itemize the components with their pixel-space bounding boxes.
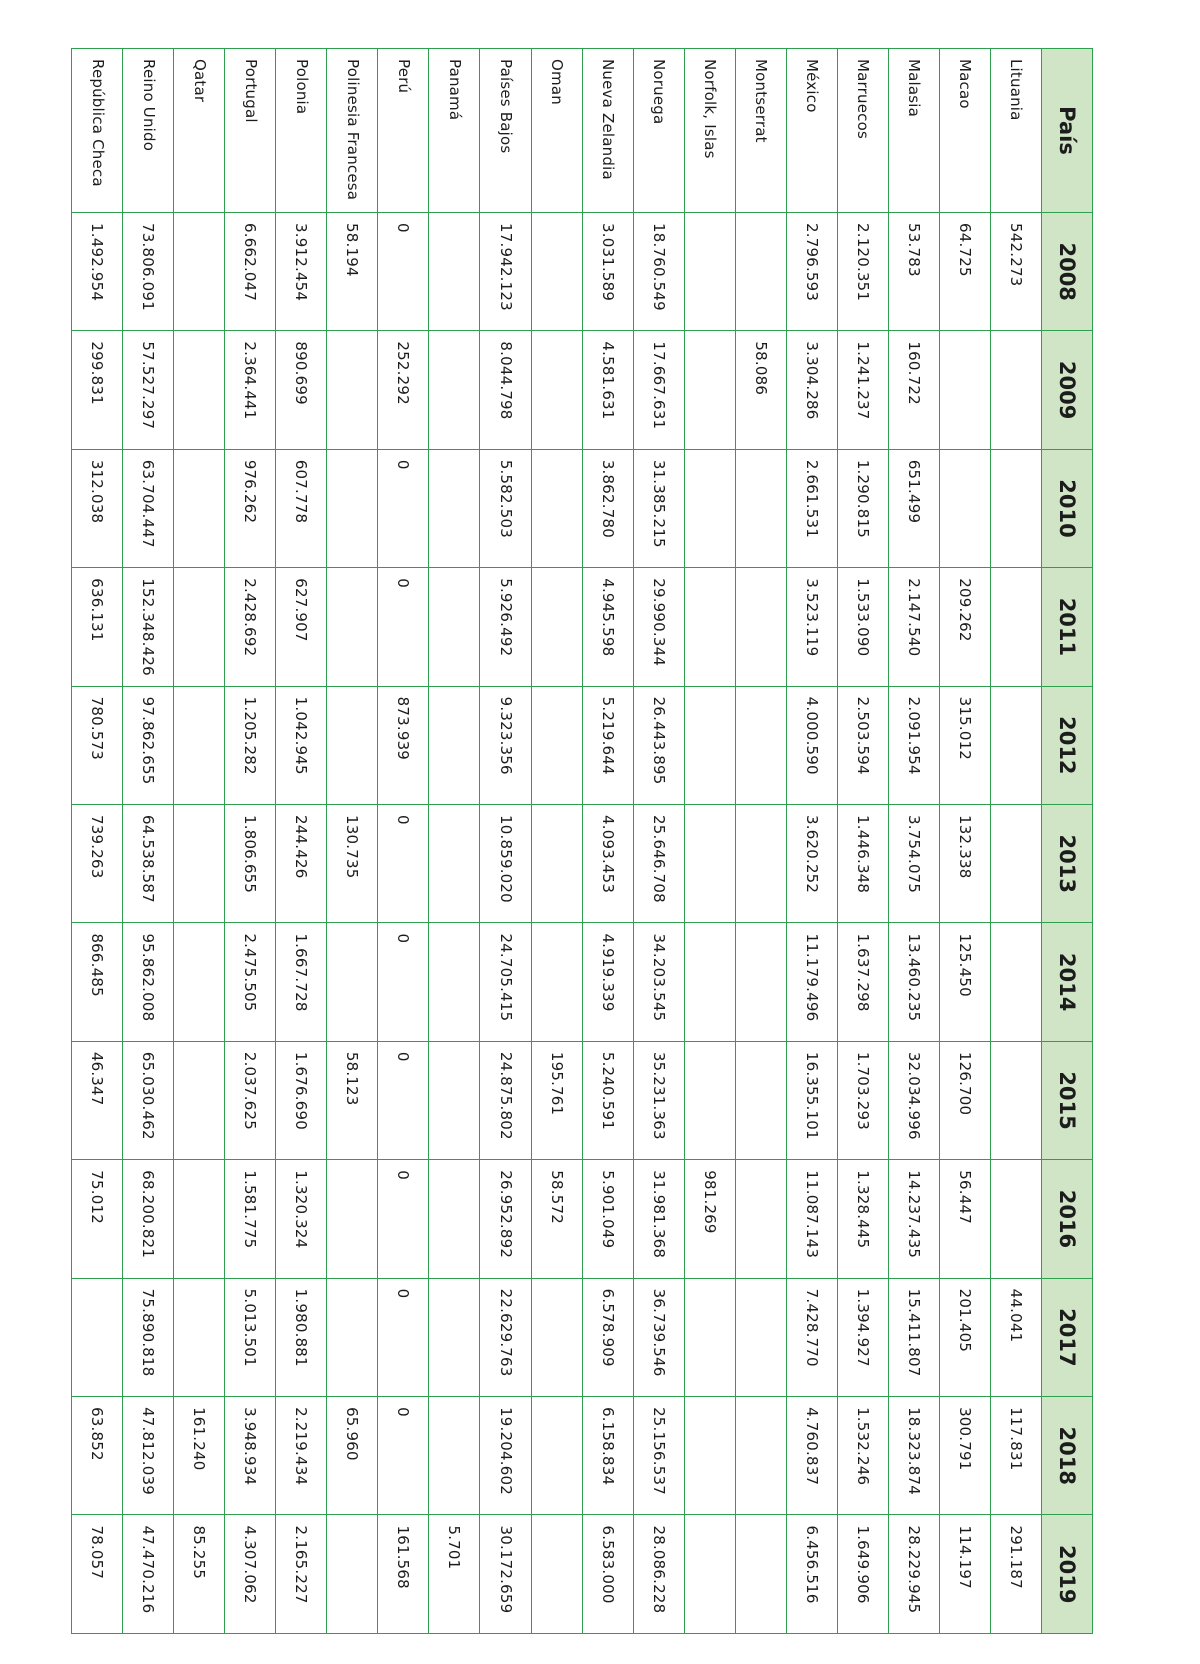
value-cell xyxy=(531,449,582,567)
value-cell: 0 xyxy=(378,213,429,331)
value-cell: 47.812.039 xyxy=(123,1397,174,1515)
value-cell: 1.980.881 xyxy=(276,1278,327,1396)
value-cell xyxy=(327,1160,378,1278)
value-cell xyxy=(684,923,735,1041)
value-cell xyxy=(531,1515,582,1634)
value-cell: 2.475.505 xyxy=(225,923,276,1041)
value-cell: 9.323.356 xyxy=(480,686,531,804)
value-cell: 65.960 xyxy=(327,1397,378,1515)
country-cell: Marruecos xyxy=(837,49,888,213)
value-cell: 1.667.728 xyxy=(276,923,327,1041)
value-cell: 18.323.874 xyxy=(888,1397,939,1515)
country-cell: Norfolk, Islas xyxy=(684,49,735,213)
value-cell xyxy=(174,686,225,804)
value-cell: 4.945.598 xyxy=(582,568,633,686)
value-cell xyxy=(684,568,735,686)
country-cell: Perú xyxy=(378,49,429,213)
header-year: 2016 xyxy=(1042,1160,1093,1278)
table-body xyxy=(72,49,1042,1634)
value-cell: 315.012 xyxy=(939,686,990,804)
value-cell: 6.583.000 xyxy=(582,1515,633,1634)
value-cell: 14.237.435 xyxy=(888,1160,939,1278)
table-row xyxy=(990,49,1041,1634)
value-cell xyxy=(72,1278,123,1396)
value-cell xyxy=(531,213,582,331)
value-cell xyxy=(174,1278,225,1396)
value-cell: 2.661.531 xyxy=(786,449,837,567)
value-cell: 6.578.909 xyxy=(582,1278,633,1396)
value-cell xyxy=(174,1160,225,1278)
value-cell xyxy=(735,923,786,1041)
value-cell: 161.240 xyxy=(174,1397,225,1515)
value-cell: 25.646.708 xyxy=(633,805,684,923)
value-cell: 63.704.447 xyxy=(123,449,174,567)
value-cell: 56.447 xyxy=(939,1160,990,1278)
value-cell xyxy=(327,686,378,804)
value-cell xyxy=(990,923,1041,1041)
value-cell xyxy=(174,1041,225,1159)
value-cell: 2.219.434 xyxy=(276,1397,327,1515)
value-cell xyxy=(531,686,582,804)
value-cell xyxy=(735,805,786,923)
value-cell: 0 xyxy=(378,449,429,567)
value-cell: 29.990.344 xyxy=(633,568,684,686)
value-cell: 1.533.090 xyxy=(837,568,888,686)
value-cell: 3.862.780 xyxy=(582,449,633,567)
value-cell: 53.783 xyxy=(888,213,939,331)
value-cell: 97.862.655 xyxy=(123,686,174,804)
value-cell: 65.030.462 xyxy=(123,1041,174,1159)
value-cell: 1.328.445 xyxy=(837,1160,888,1278)
value-cell xyxy=(990,1160,1041,1278)
value-cell: 15.411.807 xyxy=(888,1278,939,1396)
value-cell xyxy=(429,686,480,804)
header-year: 2018 xyxy=(1042,1397,1093,1515)
table-row xyxy=(429,49,480,1634)
value-cell: 8.044.798 xyxy=(480,331,531,449)
value-cell: 58.572 xyxy=(531,1160,582,1278)
table-row xyxy=(480,49,531,1634)
header-year: 2012 xyxy=(1042,686,1093,804)
export-data-table xyxy=(71,48,1093,1634)
value-cell: 2.147.540 xyxy=(888,568,939,686)
value-cell xyxy=(735,686,786,804)
value-cell: 18.760.549 xyxy=(633,213,684,331)
value-cell: 64.538.587 xyxy=(123,805,174,923)
header-year: 2008 xyxy=(1042,213,1093,331)
value-cell xyxy=(684,805,735,923)
value-cell: 873.939 xyxy=(378,686,429,804)
value-cell: 28.086.228 xyxy=(633,1515,684,1634)
value-cell: 3.948.934 xyxy=(225,1397,276,1515)
value-cell: 0 xyxy=(378,1160,429,1278)
value-cell: 780.573 xyxy=(72,686,123,804)
table-row xyxy=(735,49,786,1634)
value-cell xyxy=(531,805,582,923)
value-cell xyxy=(429,449,480,567)
value-cell: 1.703.293 xyxy=(837,1041,888,1159)
value-cell: 3.754.075 xyxy=(888,805,939,923)
value-cell: 2.796.593 xyxy=(786,213,837,331)
value-cell xyxy=(531,1397,582,1515)
value-cell: 17.942.123 xyxy=(480,213,531,331)
country-cell: Polonia xyxy=(276,49,327,213)
value-cell xyxy=(990,805,1041,923)
value-cell: 6.662.047 xyxy=(225,213,276,331)
value-cell: 132.338 xyxy=(939,805,990,923)
value-cell: 2.037.625 xyxy=(225,1041,276,1159)
value-cell xyxy=(990,331,1041,449)
value-cell xyxy=(327,568,378,686)
value-cell: 64.725 xyxy=(939,213,990,331)
value-cell xyxy=(327,1515,378,1634)
value-cell: 152.348.426 xyxy=(123,568,174,686)
value-cell: 117.831 xyxy=(990,1397,1041,1515)
value-cell: 78.057 xyxy=(72,1515,123,1634)
value-cell: 2.364.441 xyxy=(225,331,276,449)
value-cell: 161.568 xyxy=(378,1515,429,1634)
country-cell: Macao xyxy=(939,49,990,213)
value-cell: 1.446.348 xyxy=(837,805,888,923)
value-cell: 300.791 xyxy=(939,1397,990,1515)
table-row xyxy=(72,49,123,1634)
header-year: 2015 xyxy=(1042,1041,1093,1159)
value-cell: 1.649.906 xyxy=(837,1515,888,1634)
value-cell: 209.262 xyxy=(939,568,990,686)
value-cell: 5.582.503 xyxy=(480,449,531,567)
value-cell xyxy=(429,1397,480,1515)
value-cell: 0 xyxy=(378,1278,429,1396)
value-cell: 890.699 xyxy=(276,331,327,449)
value-cell: 607.778 xyxy=(276,449,327,567)
value-cell: 4.000.590 xyxy=(786,686,837,804)
country-cell: Países Bajos xyxy=(480,49,531,213)
value-cell xyxy=(684,213,735,331)
country-cell: Montserrat xyxy=(735,49,786,213)
value-cell xyxy=(429,1278,480,1396)
value-cell xyxy=(174,923,225,1041)
header-year: 2011 xyxy=(1042,568,1093,686)
country-cell: México xyxy=(786,49,837,213)
value-cell: 95.862.008 xyxy=(123,923,174,1041)
value-cell: 3.523.119 xyxy=(786,568,837,686)
header-year: 2013 xyxy=(1042,805,1093,923)
value-cell: 195.761 xyxy=(531,1041,582,1159)
value-cell: 542.273 xyxy=(990,213,1041,331)
value-cell xyxy=(684,686,735,804)
value-cell: 75.890.818 xyxy=(123,1278,174,1396)
value-cell: 1.806.655 xyxy=(225,805,276,923)
value-cell: 5.240.591 xyxy=(582,1041,633,1159)
value-cell: 16.355.101 xyxy=(786,1041,837,1159)
table-row xyxy=(888,49,939,1634)
value-cell: 4.307.062 xyxy=(225,1515,276,1634)
value-cell: 3.620.252 xyxy=(786,805,837,923)
table-row xyxy=(939,49,990,1634)
table-row xyxy=(531,49,582,1634)
value-cell: 26.952.892 xyxy=(480,1160,531,1278)
value-cell: 63.852 xyxy=(72,1397,123,1515)
value-cell: 28.229.945 xyxy=(888,1515,939,1634)
value-cell xyxy=(327,923,378,1041)
value-cell: 0 xyxy=(378,923,429,1041)
value-cell: 4.919.339 xyxy=(582,923,633,1041)
value-cell: 739.263 xyxy=(72,805,123,923)
value-cell xyxy=(429,1041,480,1159)
value-cell: 7.428.770 xyxy=(786,1278,837,1396)
value-cell: 44.041 xyxy=(990,1278,1041,1396)
table-row xyxy=(327,49,378,1634)
value-cell: 17.667.631 xyxy=(633,331,684,449)
value-cell: 6.158.834 xyxy=(582,1397,633,1515)
header-year: 2014 xyxy=(1042,923,1093,1041)
value-cell: 1.676.690 xyxy=(276,1041,327,1159)
value-cell: 114.197 xyxy=(939,1515,990,1634)
value-cell xyxy=(174,331,225,449)
value-cell: 0 xyxy=(378,805,429,923)
value-cell: 866.485 xyxy=(72,923,123,1041)
value-cell: 58.086 xyxy=(735,331,786,449)
value-cell xyxy=(684,331,735,449)
value-cell: 160.722 xyxy=(888,331,939,449)
value-cell: 130.735 xyxy=(327,805,378,923)
value-cell xyxy=(429,213,480,331)
value-cell xyxy=(735,1160,786,1278)
value-cell: 58.194 xyxy=(327,213,378,331)
table-row xyxy=(633,49,684,1634)
value-cell xyxy=(735,568,786,686)
value-cell: 24.705.415 xyxy=(480,923,531,1041)
table-row xyxy=(837,49,888,1634)
value-cell xyxy=(327,449,378,567)
value-cell xyxy=(735,1515,786,1634)
value-cell: 1.394.927 xyxy=(837,1278,888,1396)
value-cell: 75.012 xyxy=(72,1160,123,1278)
value-cell: 5.926.492 xyxy=(480,568,531,686)
country-cell: Oman xyxy=(531,49,582,213)
country-cell: Noruega xyxy=(633,49,684,213)
header-year: 2017 xyxy=(1042,1278,1093,1396)
value-cell: 1.581.775 xyxy=(225,1160,276,1278)
value-cell: 30.172.659 xyxy=(480,1515,531,1634)
header-year: 2009 xyxy=(1042,331,1093,449)
value-cell: 5.701 xyxy=(429,1515,480,1634)
value-cell: 13.460.235 xyxy=(888,923,939,1041)
rotated-table-container xyxy=(71,48,1093,1634)
country-cell: Nueva Zelandia xyxy=(582,49,633,213)
value-cell: 5.901.049 xyxy=(582,1160,633,1278)
value-cell: 57.527.297 xyxy=(123,331,174,449)
value-cell xyxy=(327,1278,378,1396)
value-cell: 31.385.215 xyxy=(633,449,684,567)
value-cell: 126.700 xyxy=(939,1041,990,1159)
value-cell: 47.470.216 xyxy=(123,1515,174,1634)
value-cell: 85.255 xyxy=(174,1515,225,1634)
header-year: 2019 xyxy=(1042,1515,1093,1634)
value-cell: 1.205.282 xyxy=(225,686,276,804)
value-cell: 6.456.516 xyxy=(786,1515,837,1634)
value-cell xyxy=(735,213,786,331)
value-cell: 0 xyxy=(378,1397,429,1515)
table-row xyxy=(786,49,837,1634)
table-row xyxy=(378,49,429,1634)
value-cell: 201.405 xyxy=(939,1278,990,1396)
value-cell: 252.292 xyxy=(378,331,429,449)
value-cell: 636.131 xyxy=(72,568,123,686)
value-cell: 1.241.237 xyxy=(837,331,888,449)
value-cell xyxy=(939,331,990,449)
table-row xyxy=(582,49,633,1634)
value-cell: 2.503.594 xyxy=(837,686,888,804)
value-cell xyxy=(684,1278,735,1396)
value-cell: 627.907 xyxy=(276,568,327,686)
value-cell: 31.981.368 xyxy=(633,1160,684,1278)
value-cell xyxy=(429,805,480,923)
value-cell: 2.165.227 xyxy=(276,1515,327,1634)
value-cell: 11.179.496 xyxy=(786,923,837,1041)
value-cell: 3.031.589 xyxy=(582,213,633,331)
value-cell: 24.875.802 xyxy=(480,1041,531,1159)
value-cell: 3.304.286 xyxy=(786,331,837,449)
value-cell xyxy=(990,1041,1041,1159)
value-cell xyxy=(684,1515,735,1634)
value-cell xyxy=(531,331,582,449)
value-cell xyxy=(735,1278,786,1396)
value-cell xyxy=(174,805,225,923)
value-cell xyxy=(531,568,582,686)
value-cell: 1.492.954 xyxy=(72,213,123,331)
value-cell xyxy=(327,331,378,449)
value-cell: 68.200.821 xyxy=(123,1160,174,1278)
country-cell: Polinesia Francesa xyxy=(327,49,378,213)
header-row xyxy=(1042,49,1093,1634)
value-cell: 1.320.324 xyxy=(276,1160,327,1278)
value-cell xyxy=(990,449,1041,567)
value-cell: 32.034.996 xyxy=(888,1041,939,1159)
value-cell xyxy=(735,1397,786,1515)
value-cell: 1.532.246 xyxy=(837,1397,888,1515)
value-cell: 3.912.454 xyxy=(276,213,327,331)
value-cell: 125.450 xyxy=(939,923,990,1041)
value-cell: 5.219.644 xyxy=(582,686,633,804)
value-cell: 26.443.895 xyxy=(633,686,684,804)
value-cell: 4.093.453 xyxy=(582,805,633,923)
value-cell: 19.204.602 xyxy=(480,1397,531,1515)
value-cell: 1.290.815 xyxy=(837,449,888,567)
value-cell xyxy=(735,1041,786,1159)
value-cell: 244.426 xyxy=(276,805,327,923)
table-row xyxy=(174,49,225,1634)
value-cell: 35.231.363 xyxy=(633,1041,684,1159)
value-cell: 2.091.954 xyxy=(888,686,939,804)
value-cell: 11.087.143 xyxy=(786,1160,837,1278)
value-cell: 73.806.091 xyxy=(123,213,174,331)
value-cell xyxy=(429,331,480,449)
value-cell: 5.013.501 xyxy=(225,1278,276,1396)
value-cell xyxy=(684,449,735,567)
value-cell xyxy=(174,213,225,331)
value-cell xyxy=(735,449,786,567)
value-cell xyxy=(684,1041,735,1159)
value-cell xyxy=(174,568,225,686)
country-cell: Portugal xyxy=(225,49,276,213)
value-cell: 4.760.837 xyxy=(786,1397,837,1515)
header-country: País xyxy=(1042,49,1093,213)
table-row xyxy=(123,49,174,1634)
value-cell: 651.499 xyxy=(888,449,939,567)
value-cell: 0 xyxy=(378,1041,429,1159)
value-cell: 34.203.545 xyxy=(633,923,684,1041)
value-cell: 976.262 xyxy=(225,449,276,567)
value-cell: 1.637.298 xyxy=(837,923,888,1041)
value-cell: 58.123 xyxy=(327,1041,378,1159)
value-cell: 981.269 xyxy=(684,1160,735,1278)
header-year: 2010 xyxy=(1042,449,1093,567)
value-cell: 2.428.692 xyxy=(225,568,276,686)
value-cell: 291.187 xyxy=(990,1515,1041,1634)
value-cell: 22.629.763 xyxy=(480,1278,531,1396)
value-cell: 46.347 xyxy=(72,1041,123,1159)
value-cell xyxy=(990,568,1041,686)
value-cell: 312.038 xyxy=(72,449,123,567)
country-cell: Panamá xyxy=(429,49,480,213)
value-cell: 0 xyxy=(378,568,429,686)
value-cell: 1.042.945 xyxy=(276,686,327,804)
value-cell: 25.156.537 xyxy=(633,1397,684,1515)
value-cell: 36.739.546 xyxy=(633,1278,684,1396)
value-cell xyxy=(939,449,990,567)
country-cell: Qatar xyxy=(174,49,225,213)
value-cell: 4.581.631 xyxy=(582,331,633,449)
value-cell xyxy=(531,923,582,1041)
country-cell: Malasia xyxy=(888,49,939,213)
value-cell xyxy=(429,1160,480,1278)
value-cell: 10.859.020 xyxy=(480,805,531,923)
value-cell: 2.120.351 xyxy=(837,213,888,331)
value-cell xyxy=(174,449,225,567)
country-cell: Lituania xyxy=(990,49,1041,213)
value-cell xyxy=(990,686,1041,804)
table-row xyxy=(276,49,327,1634)
value-cell xyxy=(429,568,480,686)
country-cell: Reino Unido xyxy=(123,49,174,213)
value-cell xyxy=(429,923,480,1041)
country-cell: República Checa xyxy=(72,49,123,213)
value-cell xyxy=(684,1397,735,1515)
table-row xyxy=(225,49,276,1634)
value-cell xyxy=(531,1278,582,1396)
table-row xyxy=(684,49,735,1634)
value-cell: 299.831 xyxy=(72,331,123,449)
